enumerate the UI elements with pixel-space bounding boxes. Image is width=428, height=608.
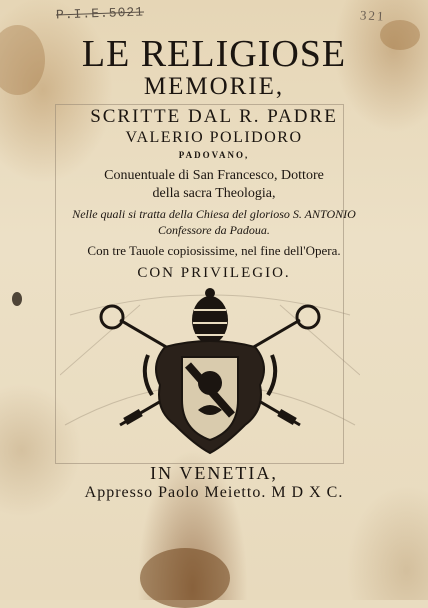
author-line-4: Conuentuale di San Francesco, Dottore xyxy=(104,168,324,183)
papal-coat-of-arms-icon xyxy=(60,285,360,460)
stain-bottom xyxy=(140,548,230,608)
subject-line-2: Confessore da Padoua. xyxy=(158,223,270,237)
subject-line-1: Nelle quali si tratta della Chiesa del glorioso S. ANTONIO xyxy=(72,207,356,221)
tables-note: Con tre Tauole copiosissime, nel fine dell'Opera. xyxy=(87,243,341,258)
manuscript-shelfmark: P.I.E.5021 xyxy=(55,4,145,23)
author-line-2: VALERIO POLIDORO xyxy=(125,129,303,146)
author-line-1: SCRITTE DAL R. PADRE xyxy=(90,106,338,127)
title-line-2: MEMORIE, xyxy=(143,73,285,100)
title-line-1: LE RELIGIOSE xyxy=(81,33,347,75)
manuscript-number: 321 xyxy=(359,7,386,24)
stain-left-dots xyxy=(12,292,22,306)
imprint-publisher: Appresso Paolo Meietto. M D X C. xyxy=(84,484,344,501)
author-line-5: della sacra Theologia, xyxy=(152,186,276,201)
privilege-line: CON PRIVILEGIO. xyxy=(137,265,291,281)
imprint-city: IN VENETIA, xyxy=(150,463,278,483)
author-line-3: PADOVANO, xyxy=(178,150,250,160)
